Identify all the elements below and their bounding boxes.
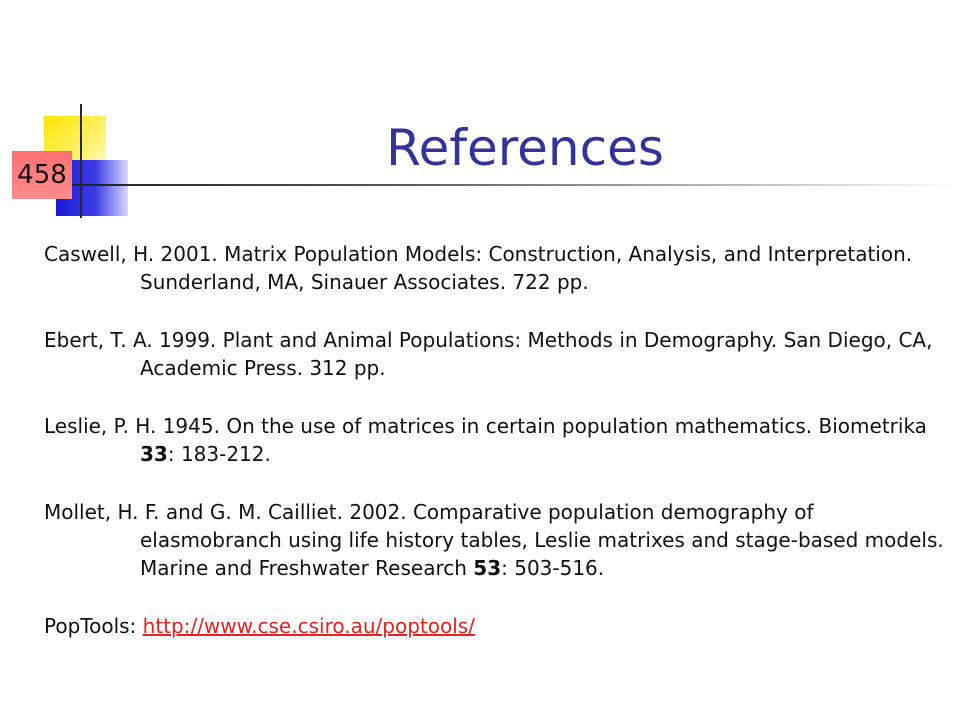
page-title: References <box>386 119 664 177</box>
reference-pages: : 503-516. <box>501 556 605 580</box>
slide-number: 458 <box>17 160 67 190</box>
reference-leslie <box>44 412 944 468</box>
decor-vertical-line <box>80 104 82 218</box>
reference-mollet <box>44 498 944 582</box>
title-underline <box>72 184 960 186</box>
reference-list <box>44 240 944 670</box>
reference-pages: : 183-212. <box>167 442 271 466</box>
poptools-link[interactable]: http://www.cse.csiro.au/poptools/ <box>142 614 475 638</box>
reference-text: Leslie, P. H. 1945. On the use of matrices in certain population mathematics. Biometrika <box>44 414 927 438</box>
reference-text: Caswell, H. 2001. Matrix Population Models: Construction, Analysis, and Interpretation. Sunderland, MA, Sinauer Associates. 722 pp. <box>44 242 913 294</box>
poptools-label: PopTools: <box>44 614 143 638</box>
reference-caswell <box>44 240 944 296</box>
reference-volume: 53 <box>473 556 502 580</box>
reference-text: Mollet, H. F. and G. M. Cailliet. 2002. Comparative population demography of elasmobranch using life history tables, Leslie matrixes and stage-based models. Marine and Freshwater Research <box>44 500 944 580</box>
reference-text: Ebert, T. A. 1999. Plant and Animal Populations: Methods in Demography. San Diego, CA, Academic Press. 312 pp. <box>44 328 933 380</box>
reference-ebert <box>44 326 944 382</box>
reference-poptools <box>44 612 944 640</box>
reference-volume: 33 <box>140 442 168 466</box>
